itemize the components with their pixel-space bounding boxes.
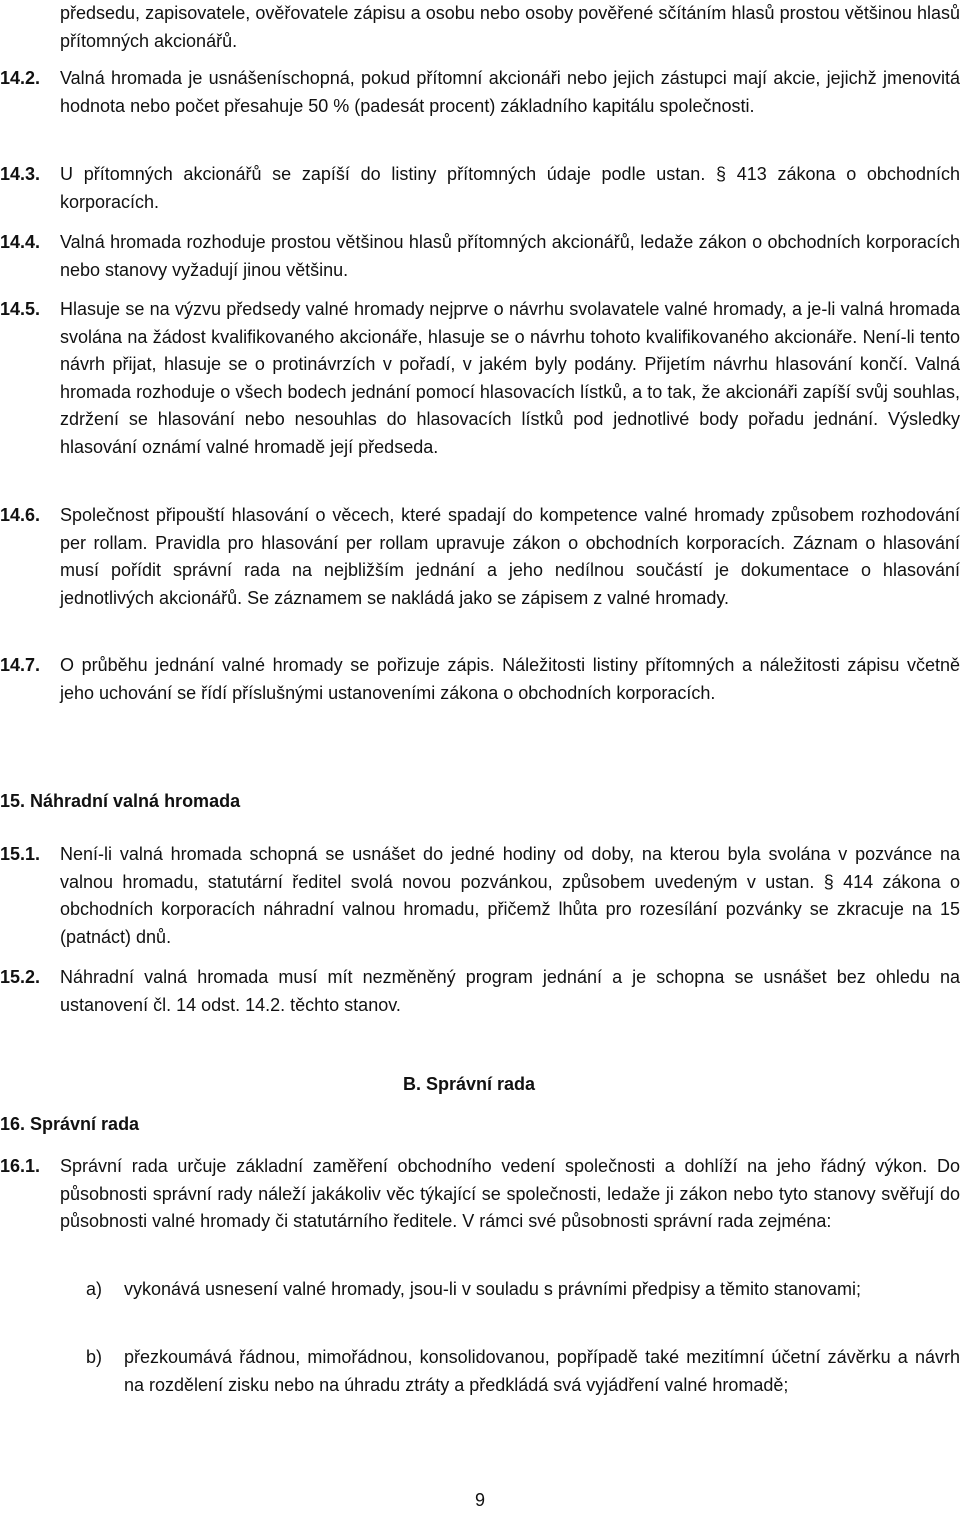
part-heading-b: B. Správní rada bbox=[403, 1074, 536, 1094]
paragraph-text: Není-li valná hromada schopná se usnášet do jedné hodiny od doby, na kterou byla svolána v pozvánce na valnou hromadu, statutární ředitel svolá novou pozvánkou, způsobem uvedeným v ustan. § 414 zákona o obchodních korporacích náhradní valnou hromadu, přičemž lhůta pro rozesílání pozvánky se zkracuje na 15 (patnáct) dnů. bbox=[60, 844, 960, 947]
paragraph-14-3 bbox=[0, 161, 960, 216]
section-heading-16: 16. Správní rada bbox=[0, 1114, 140, 1134]
paragraph-text: U přítomných akcionářů se zapíší do listiny přítomných údaje podle ustan. § 413 zákona o obchodních korporacích. bbox=[60, 164, 960, 212]
paragraph-15-1 bbox=[0, 841, 960, 951]
paragraph-14-4 bbox=[0, 229, 960, 284]
section-number: 15.2. bbox=[0, 967, 41, 987]
page-number: 9 bbox=[474, 1490, 485, 1510]
section-number: 14.7. bbox=[0, 655, 41, 675]
list-item-a bbox=[86, 1276, 960, 1304]
paragraph-15-2 bbox=[0, 964, 960, 1019]
section-heading-15: 15. Náhradní valná hromada bbox=[0, 791, 241, 811]
list-marker: b) bbox=[86, 1347, 103, 1367]
paragraph-text: Náhradní valná hromada musí mít nezměněný program jednání a je schopna se usnášet bez ohledu na ustanovení čl. 14 odst. 14.2. těchto stanov. bbox=[60, 967, 960, 1015]
section-number: 14.6. bbox=[0, 505, 41, 525]
paragraph-16-1 bbox=[0, 1153, 960, 1236]
paragraph-14-5 bbox=[0, 296, 960, 462]
list-item-text: vykonává usnesení valné hromady, jsou-li v souladu s právními předpisy a těmito stanovami; bbox=[124, 1279, 862, 1299]
paragraph-text: Správní rada určuje základní zaměření obchodního vedení společnosti a dohlíží na jeho řádný výkon. Do působnosti správní rady náleží jakákoliv věc týkající se společnosti, ledaže ji zákon nebo tyto stanovy svěřují do působnosti valné hromady či statutárního ředitele. V rámci své působnosti správní rada zejména: bbox=[60, 1156, 960, 1232]
paragraph-text: Hlasuje se na výzvu předsedy valné hromady nejprve o návrhu svolavatele valné hromady, a je-li valná hromada svolána na žádost kvalifikovaného akcionáře, hlasuje se o návrhu tohoto kvalifikovaného akcionáře. Není-li tento návrh přijat, hlasuje se o protinávrzích v pořadí, v jakém byly podány. Přijetím návrhu hlasování končí. Valná hromada rozhoduje o všech bodech jednání pomocí hlasovacích lístků, a to tak, že akcionáři zapíší svůj souhlas, zdržení se hlasování nebo nesouhlas do hlasovacích lístků pod jednotlivé body pořadu jednání. Výsledky hlasování oznámí valné hromadě její předseda. bbox=[60, 299, 960, 457]
list-marker: a) bbox=[86, 1279, 103, 1299]
section-number: 16.1. bbox=[0, 1156, 41, 1176]
section-number: 15.1. bbox=[0, 844, 41, 864]
paragraph-text: O průběhu jednání valné hromady se pořizuje zápis. Náležitosti listiny přítomných a náležitosti zápisu včetně jeho uchování se řídí příslušnými ustanoveními zákona o obchodních korporacích. bbox=[60, 655, 960, 703]
section-number: 14.3. bbox=[0, 164, 41, 184]
section-number: 14.5. bbox=[0, 299, 41, 319]
paragraph-text: Společnost připouští hlasování o věcech, které spadají do kompetence valné hromady způsobem rozhodování per rollam. Pravidla pro hlasování per rollam upravuje zákon o obchodních korporacích. Záznam o hlasování musí pořídit správní rada na nejbližším jednání a jeho nedílnou součástí je dokumentace o hlasování jednotlivých akcionářů. Se záznamem se nakládá jako se zápisem z valné hromady. bbox=[60, 505, 960, 608]
paragraph-14-7 bbox=[0, 652, 960, 707]
list-item-b bbox=[86, 1344, 960, 1399]
list-item-text: přezkoumává řádnou, mimořádnou, konsolidovanou, popřípadě také mezitímní účetní závěrku a návrh na rozdělení zisku nebo na úhradu ztráty a předkládá svá vyjádření valné hromadě; bbox=[124, 1347, 960, 1395]
section-number: 14.4. bbox=[0, 232, 41, 252]
paragraph-text: Valná hromada je usnášeníschopná, pokud přítomní akcionáři nebo jejich zástupci mají akcie, jejichž jmenovitá hodnota nebo počet přesahuje 50 % (padesát procent) základního kapitálu společnosti. bbox=[60, 68, 960, 116]
section-number: 14.2. bbox=[0, 68, 41, 88]
paragraph-intro: předsedu, zapisovatele, ověřovatele zápisu a osobu nebo osoby pověřené sčítáním hlasů prostou většinou hlasů přítomných akcionářů. bbox=[60, 3, 960, 51]
paragraph-14-2 bbox=[0, 65, 960, 120]
paragraph-text: Valná hromada rozhoduje prostou většinou hlasů přítomných akcionářů, ledaže zákon o obchodních korporacích nebo stanovy vyžadují jinou většinu. bbox=[60, 232, 960, 280]
paragraph-14-6 bbox=[0, 502, 960, 612]
